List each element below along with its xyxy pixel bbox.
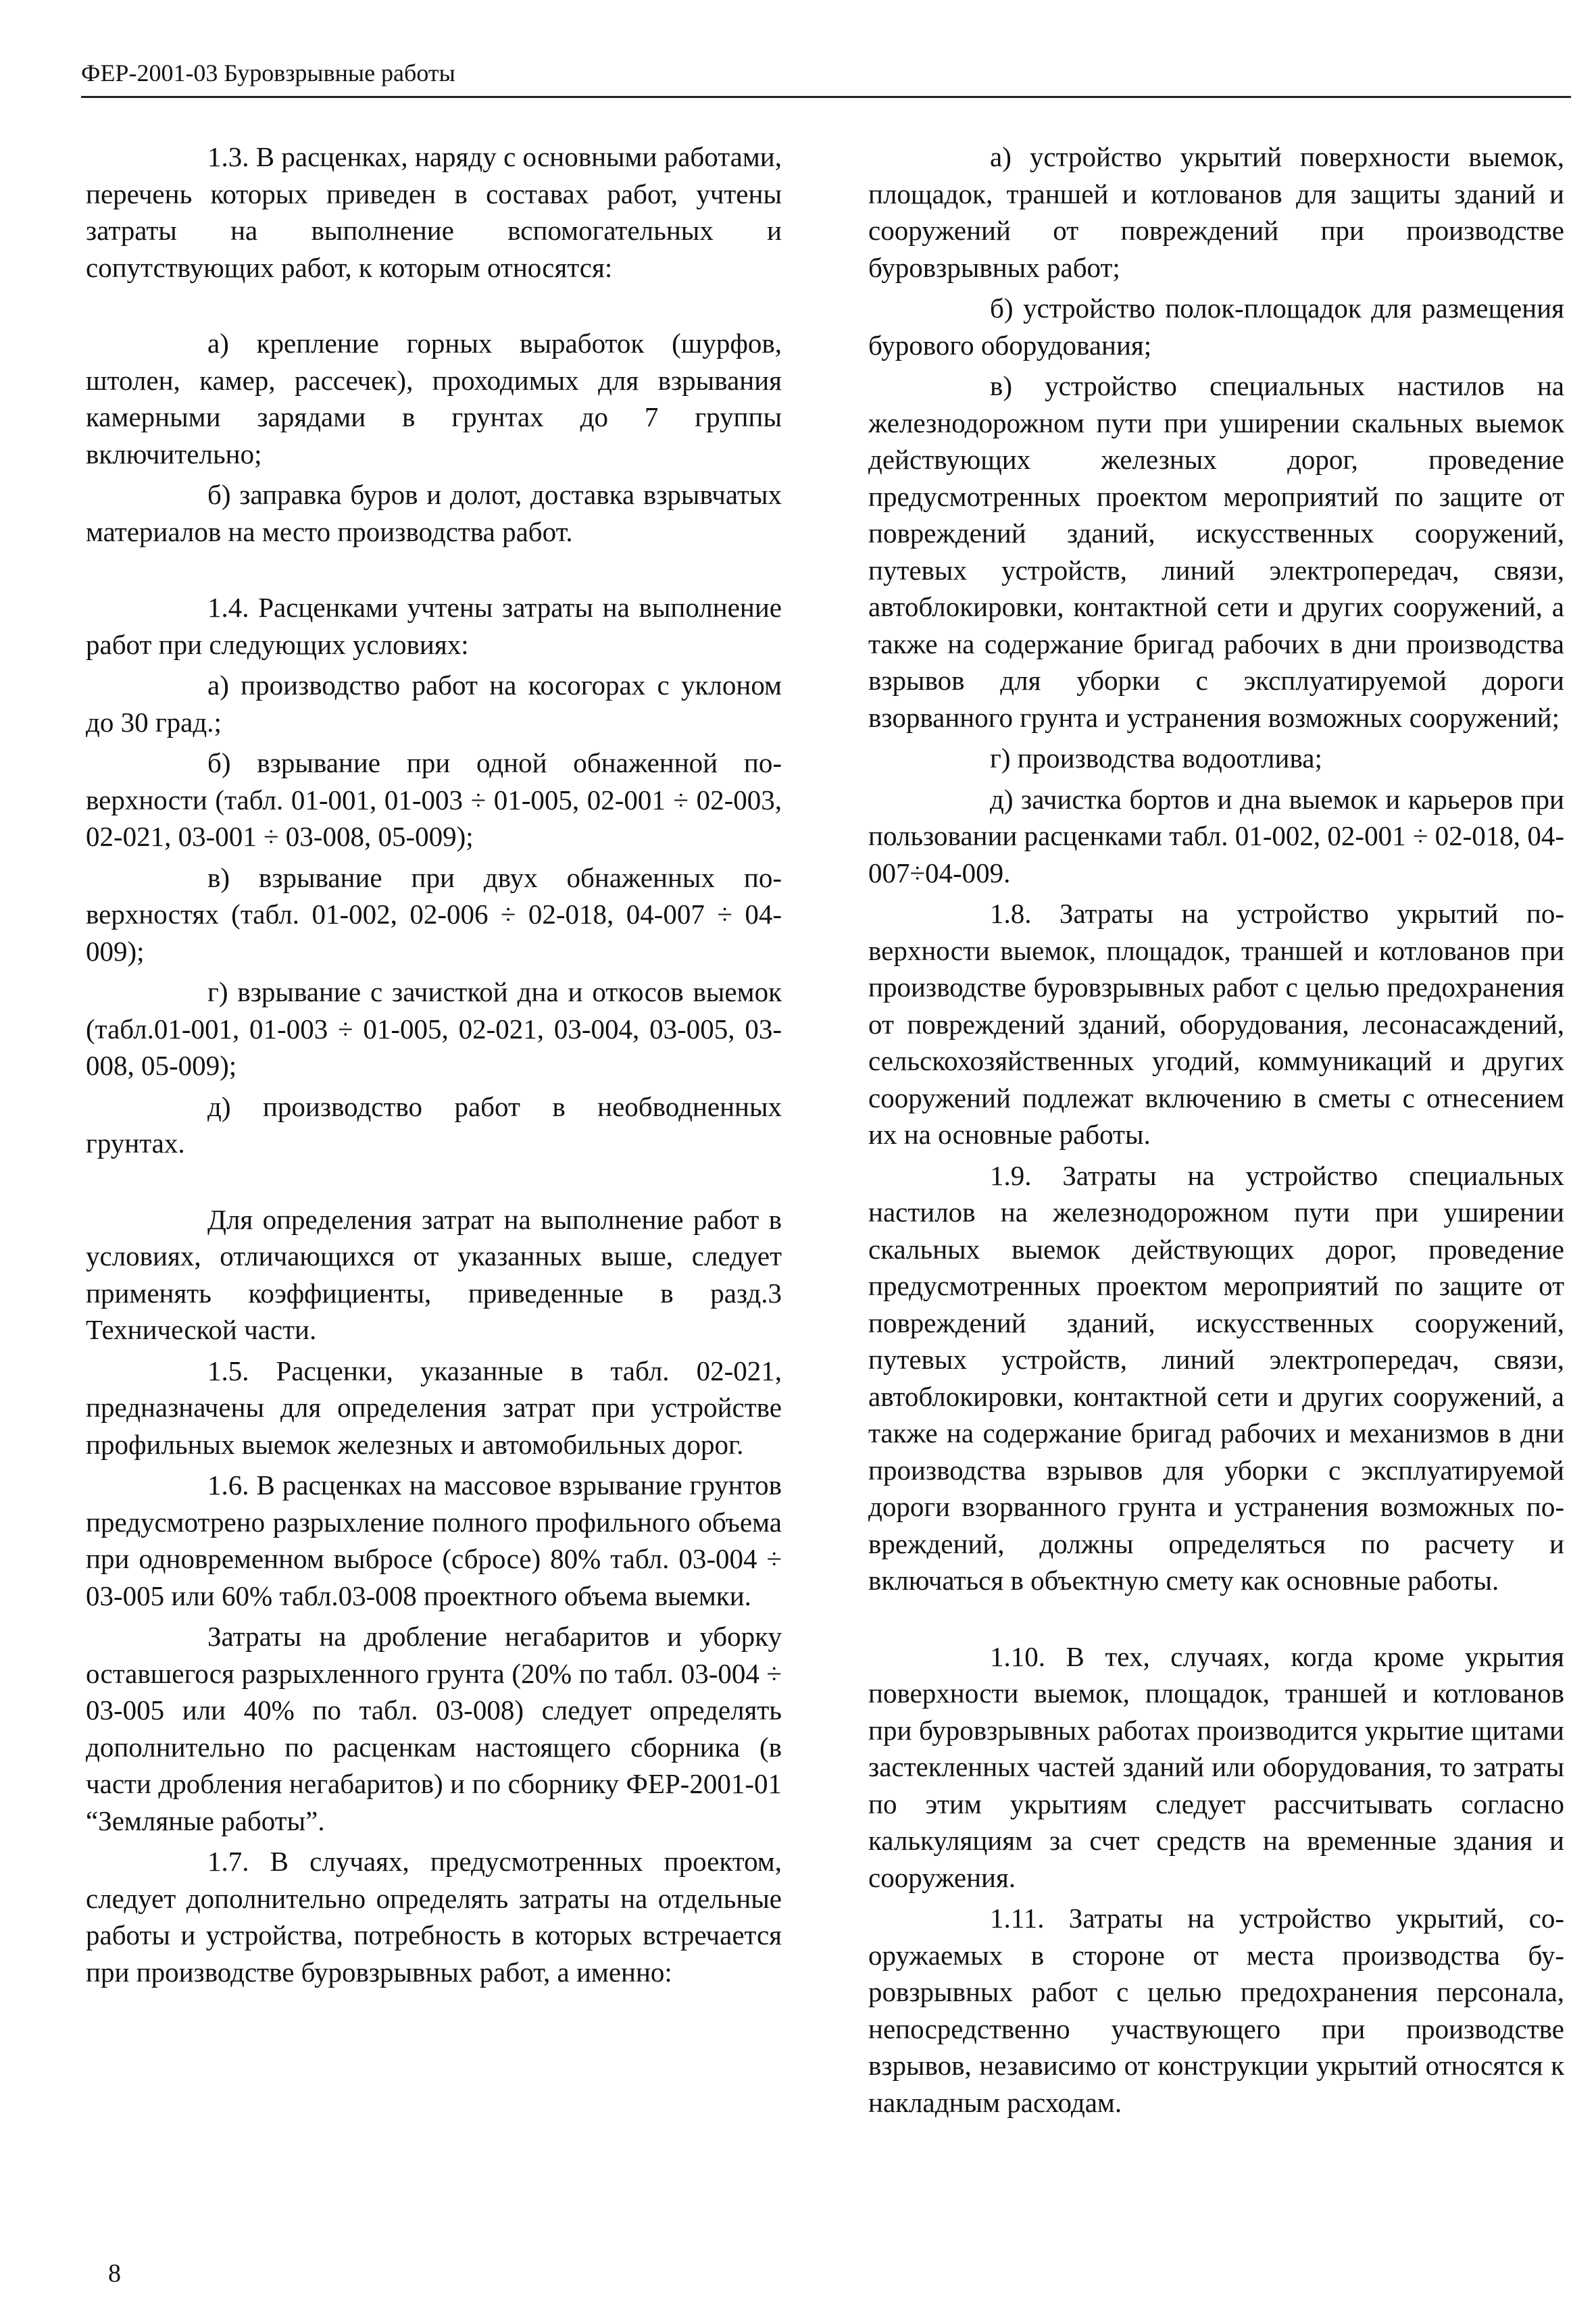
paragraph-1-4-a: а) производство работ на косогорах с уклоном до 30 град.; bbox=[86, 670, 782, 738]
paragraph-1-7-e: д) зачистка бортов и дна выемок и карьеров при пользовании расценками табл. 01-002, 02-001 ÷ 02-018, 04-007÷04-009. bbox=[868, 783, 1564, 888]
right-column bbox=[868, 139, 1564, 2121]
paragraph-1-11: 1.11. Затраты на устройство укрытий, сооружаемых в стороне от места производства буровзрывных работ с целью предохранения персонала, непосредственно участвующего при производстве взрывов, независимо от конструкции укрытий относятся к накладным расходам. bbox=[868, 1903, 1564, 2118]
paragraph-1-7-b: б) устройство полок-площадок для размещения бурового оборудования; bbox=[868, 293, 1564, 361]
paragraph-1-3-b: б) заправка буров и долот, доставка взрывчатых материалов на место производства работ. bbox=[86, 479, 782, 547]
paragraph-1-3: 1.3. В расценках, наряду с основными работами, перечень которых приведен в составах работ, учтены затраты на выполнение вспомогательных и сопутствующих работ, к которым относятся: bbox=[86, 141, 782, 283]
header-divider bbox=[81, 96, 1571, 98]
left-column bbox=[86, 139, 782, 1990]
running-header: ФЕР-2001-03 Буровзрывные работы bbox=[81, 59, 455, 86]
paragraph-1-7-a: а) устройство укрытий поверхности выемок, площадок, траншей и котлованов для защиты зданий и сооружений от повреждений при производстве буровзрывных работ; bbox=[868, 141, 1564, 283]
paragraph-1-4-d: г) взрывание с зачисткой дна и откосов выемок (табл.01-001, 01-003 ÷ 01-005, 02-021, 03-004, 03-005, 03-008, 05-009); bbox=[86, 976, 782, 1081]
paragraph-1-4: 1.4. Расценками учтены затраты на выполнение работ при следующих условиях: bbox=[86, 592, 782, 660]
paragraph-1-6: 1.6. В расценках на массовое взрывание грунтов предусмотрено разрыхление полного профильного объема при одновременном выбросе (сбросе) 80% табл. 03-004 ÷ 03-005 или 60% табл.03-008 проектного объема выемки. bbox=[86, 1469, 782, 1611]
paragraph-1-7-d: г) производства водоотлива; bbox=[990, 743, 1322, 774]
page-number: 8 bbox=[108, 2259, 121, 2288]
paragraph-1-7-c: в) устройство специальных настилов на железнодорожном пути при уширении скальных выемок действующих железных дорог, проведение предусмотренных проектом мероприятий по защите от повреждений зданий, искусственных сооружений, путевых устройств, линий электропередач, связи, автоблокировки, контактной сети и других сооружений, а также на содержание бригад рабочих в дни производства взрывов для уборки с эксплуатируемой дороги взорванного грунта и устранения возможных сооружений; bbox=[868, 370, 1564, 733]
paragraph-coefficients: Для определения затрат на выполнение работ в условиях, отличающихся от указанных выше, следует применять коэффициенты, приведенные в разд.3 Технической части. bbox=[86, 1203, 782, 1345]
paragraph-1-8: 1.8. Затраты на устройство укрытий поверхности выемок, площадок, траншей и котлованов при производстве буровзрывных работ с целью предохранения от повреждений зданий, оборудования, лесонасаждений, сельскохозяйственных угодий, коммуникаций и других сооружений подлежат включению в сметы с отнесением их на основные работы. bbox=[868, 898, 1564, 1150]
paragraph-1-7: 1.7. В случаях, предусмотренных проектом, следует дополнительно определять затраты на отдельные работы и устройства, потребность в которых встречается при производстве буровзрывных работ, а именно: bbox=[86, 1846, 782, 1988]
paragraph-1-4-e: д) производство работ в необводненных грунтах. bbox=[86, 1090, 782, 1159]
paragraph-1-3-a: а) крепление горных выработок (шурфов, штолен, камер, рассечек), проходимых для взрывания камерными зарядами в грунтах до 7 группы включительно; bbox=[86, 328, 782, 470]
paragraph-1-4-b: б) взрывание при одной обнаженной поверхности (табл. 01-001, 01-003 ÷ 01-005, 02-001 ÷ 02-003, 02-021, 03-001 ÷ 03-008, 05-009); bbox=[86, 747, 782, 852]
paragraph-1-10: 1.10. В тех, случаях, когда кроме укрытия поверхности выемок, площадок, траншей и котлованов при буровзрывных работах производится укрытие щитами застекленных частей зданий или оборудования, то затраты по этим укрытиям следует рассчитывать согласно калькуляциям за счет средств на временные здания и сооружения. bbox=[868, 1640, 1564, 1893]
paragraph-1-5: 1.5. Расценки, указанные в табл. 02-021, предназначены для определения затрат при устройстве профильных выемок железных и автомобильных дорог. bbox=[86, 1355, 782, 1460]
paragraph-1-4-c: в) взрывание при двух обнаженных поверхностях (табл. 01-002, 02-006 ÷ 02-018, 04-007 ÷ 04-009); bbox=[86, 861, 782, 967]
paragraph-oversize: Затраты на дробление негабаритов и уборку оставшегося разрыхленного грунта (20% по табл. 03-004 ÷ 03-005 или 40% по табл. 03-008) следует определять дополнительно по расценкам настоящего сборника (в части дробления негабаритов) и по сборнику ФЕР-2001-01 “Земляные работы”. bbox=[86, 1621, 782, 1836]
paragraph-1-9: 1.9. Затраты на устройство специальных настилов на железнодорожном пути при уширeнии скальных выемок действующих дорог, проведение предусмотренных проектом мероприятий по защите от повреждений зданий, искусственных сооружений, путевых устройств, линий электропередач, связи, автоблокировки, контактной сети и других сооружений, а также на содержание бригад рабочих и механизмов в дни производства взрывов для уборки с эксплуатируемой дороги взорванного грунта и устранения возможных повреждений, должны определяться по расчету и включаться в объектную смету как основные работы. bbox=[868, 1159, 1564, 1596]
